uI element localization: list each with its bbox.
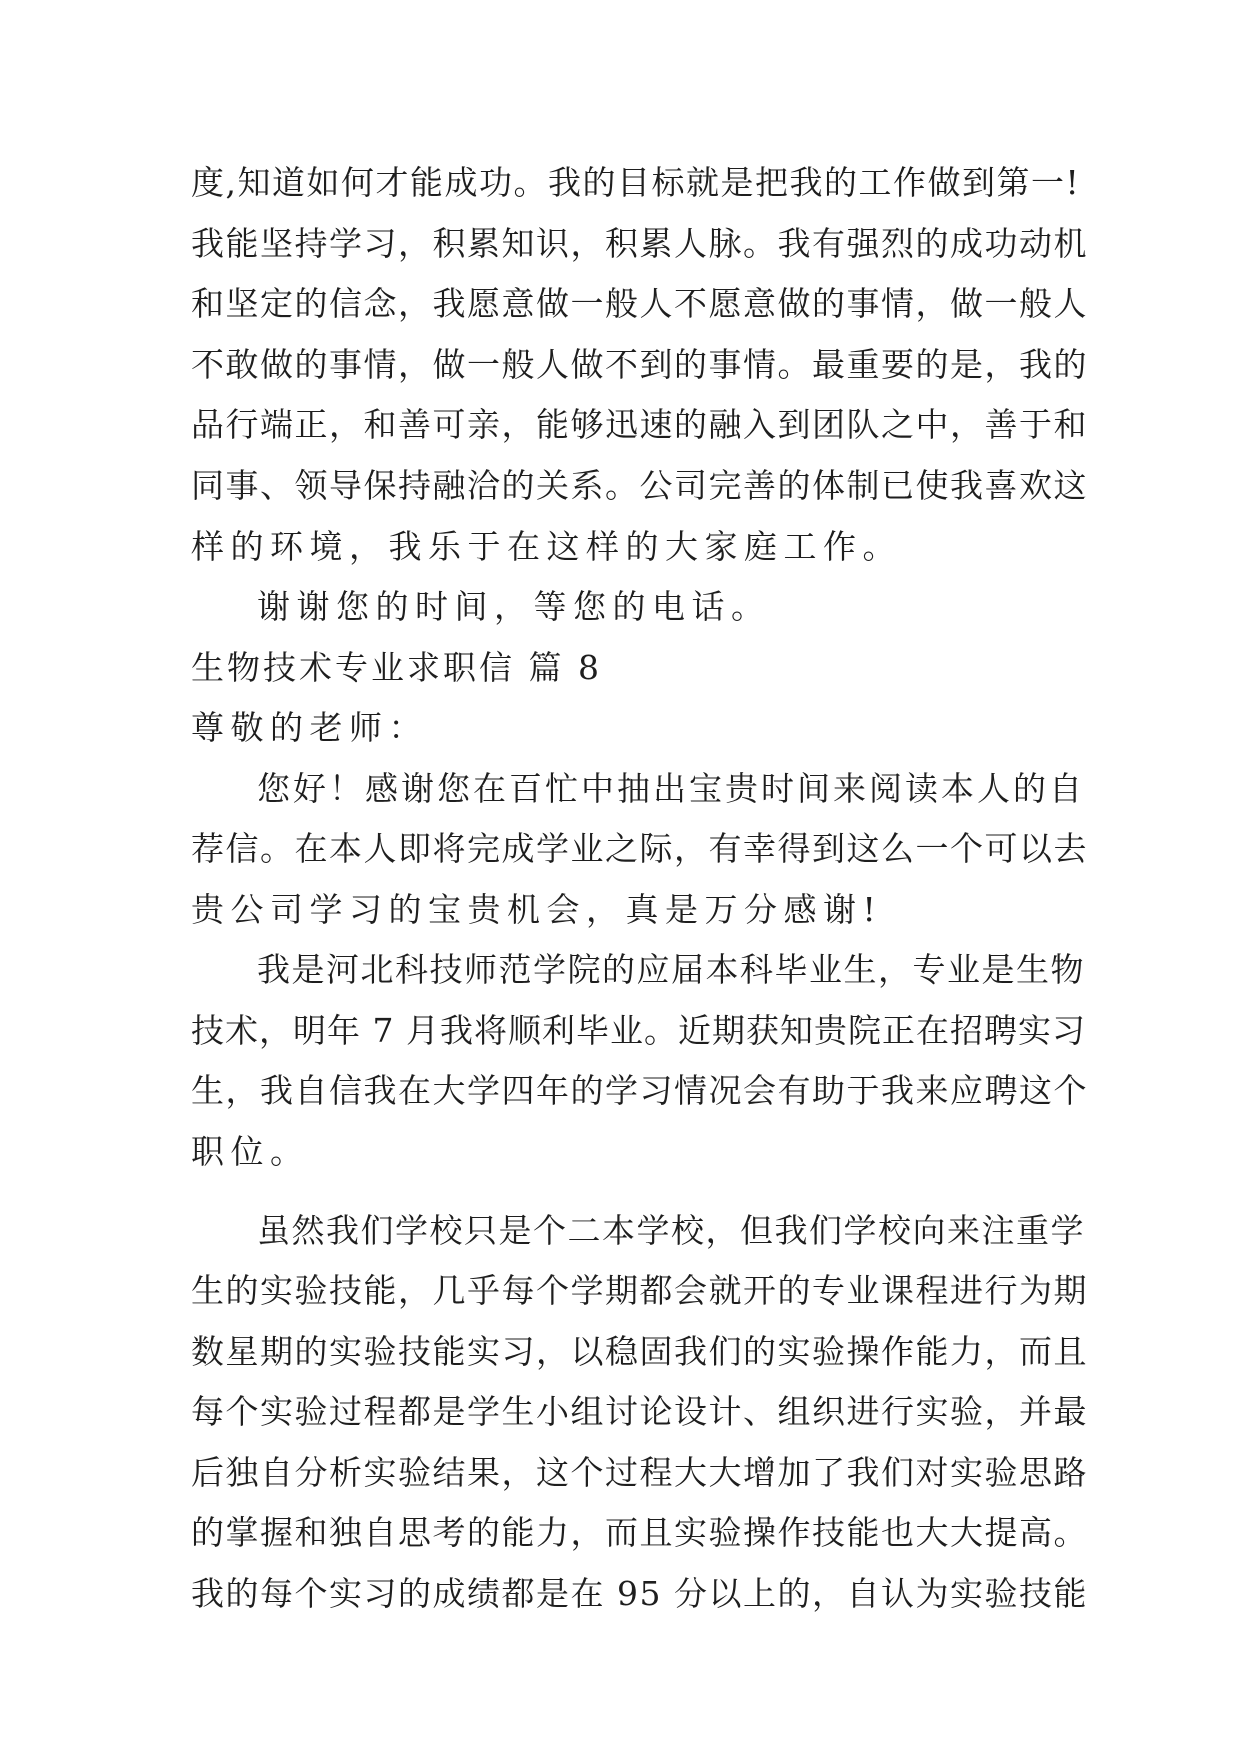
- body-line: 品行端正，和善可亲，能够迅速的融入到团队之中，善于和: [191, 405, 1088, 444]
- body-line: 后独自分析实验结果，这个过程大大增加了我们对实验思路: [191, 1453, 1088, 1492]
- body-line: 生，我自信我在大学四年的学习情况会有助于我来应聘这个: [191, 1071, 1088, 1110]
- body-line: 每个实验过程都是学生小组讨论设计、组织进行实验，并最: [191, 1392, 1088, 1431]
- body-line: 职位。: [191, 1132, 310, 1171]
- section-heading: 生物技术专业求职信 篇 8: [191, 648, 602, 687]
- body-line: 样的环境，我乐于在这样的大家庭工作。: [191, 527, 902, 566]
- body-line: 的掌握和独自思考的能力，而且实验操作技能也大大提高。: [191, 1513, 1088, 1552]
- body-line: 生的实验技能，几乎每个学期都会就开的专业课程进行为期: [191, 1271, 1088, 1310]
- body-line: 我能坚持学习，积累知识，积累人脉。我有强烈的成功动机: [191, 224, 1088, 263]
- closing-line: 谢谢您的时间，等您的电话。: [257, 587, 771, 626]
- body-line: 同事、领导保持融洽的关系。公司完善的体制已使我喜欢这: [191, 466, 1088, 505]
- body-line: 荐信。在本人即将完成学业之际，有幸得到这么一个可以去: [191, 829, 1088, 868]
- body-line: 和坚定的信念，我愿意做一般人不愿意做的事情，做一般人: [191, 284, 1088, 323]
- body-line: 贵公司学习的宝贵机会，真是万分感谢!: [191, 890, 883, 929]
- salutation: 尊敬的老师：: [191, 708, 428, 747]
- body-line: 度,知道如何才能成功。我的目标就是把我的工作做到第一!: [191, 163, 1081, 202]
- body-line: 您好！感谢您在百忙中抽出宝贵时间来阅读本人的自: [257, 769, 1085, 808]
- body-line: 虽然我们学校只是个二本学校，但我们学校向来注重学: [257, 1211, 1085, 1250]
- body-line: 技术，明年 7 月我将顺利毕业。近期获知贵院正在招聘实习: [191, 1011, 1086, 1050]
- body-line: 我是河北科技师范学院的应届本科毕业生，专业是生物: [257, 950, 1085, 989]
- body-line: 我的每个实习的成绩都是在 95 分以上的，自认为实验技能: [191, 1574, 1088, 1613]
- body-line: 不敢做的事情，做一般人做不到的事情。最重要的是，我的: [191, 345, 1088, 384]
- body-line: 数星期的实验技能实习，以稳固我们的实验操作能力，而且: [191, 1332, 1088, 1371]
